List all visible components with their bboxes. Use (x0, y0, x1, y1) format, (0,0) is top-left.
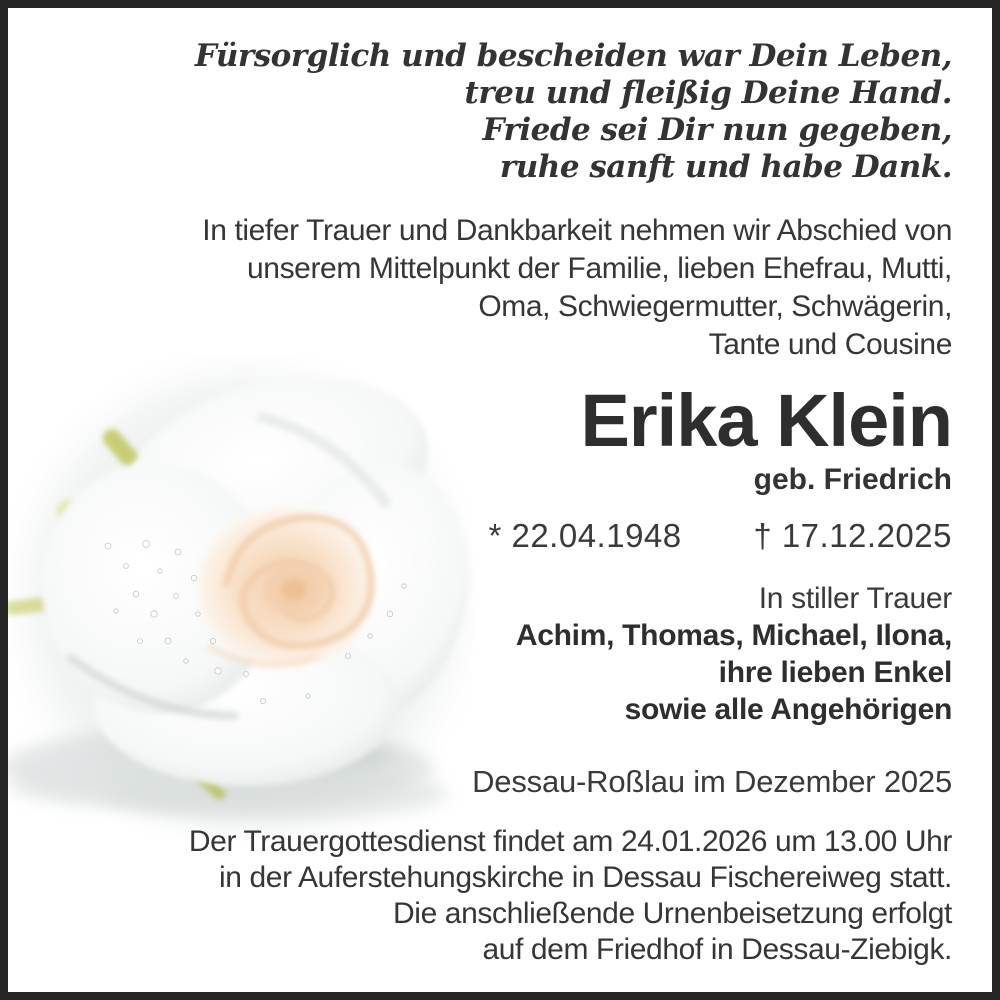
farewell-paragraph (68, 212, 952, 364)
maiden-name: geb. Friedrich (753, 463, 952, 496)
death-date: † 17.12.2025 (753, 517, 952, 554)
mourners-line: sowie alle Angehörigen (624, 693, 952, 726)
mourners-line: Achim, Thomas, Michael, Ilona, (515, 619, 952, 652)
poem-line: ruhe sanft und habe Dank. (499, 149, 952, 185)
farewell-line: Tante und Cousine (708, 328, 952, 361)
service-line: Die anschließende Urnenbeisetzung erfolgt (393, 897, 952, 930)
farewell-line: unserem Mittelpunkt der Familie, lieben Ehefrau, Mutti, (247, 252, 952, 285)
farewell-line: Oma, Schwiegermutter, Schwägerin, (478, 290, 952, 323)
obituary-text-column (8, 38, 992, 968)
birth-date: * 22.04.1948 (488, 517, 682, 554)
poem-line: Friede sei Dir nun gegeben, (482, 112, 952, 148)
place-date-line: Dessau-Roßlau im Dezember 2025 (472, 764, 952, 799)
service-info-paragraph (68, 824, 952, 968)
service-line: Der Trauergottesdienst findet am 24.01.2026 um 13.00 Uhr (188, 825, 952, 858)
memorial-poem (68, 38, 952, 186)
deceased-name: Erika Klein (580, 379, 952, 462)
life-dates (68, 516, 952, 556)
farewell-line: In tiefer Trauer und Dankbarkeit nehmen wir Abschied von (202, 214, 952, 247)
mourners-block (68, 580, 952, 728)
service-line: in der Auferstehungskirche in Dessau Fischereiweg statt. (219, 861, 952, 894)
mourners-lead-in: In stiller Trauer (758, 582, 952, 615)
poem-line: treu und fleißig Deine Hand. (464, 75, 952, 111)
poem-line: Fürsorglich und bescheiden war Dein Leben, (194, 38, 952, 74)
mourners-line: ihre lieben Enkel (718, 656, 952, 689)
service-line: auf dem Friedhof in Dessau-Ziebigk. (482, 933, 952, 966)
